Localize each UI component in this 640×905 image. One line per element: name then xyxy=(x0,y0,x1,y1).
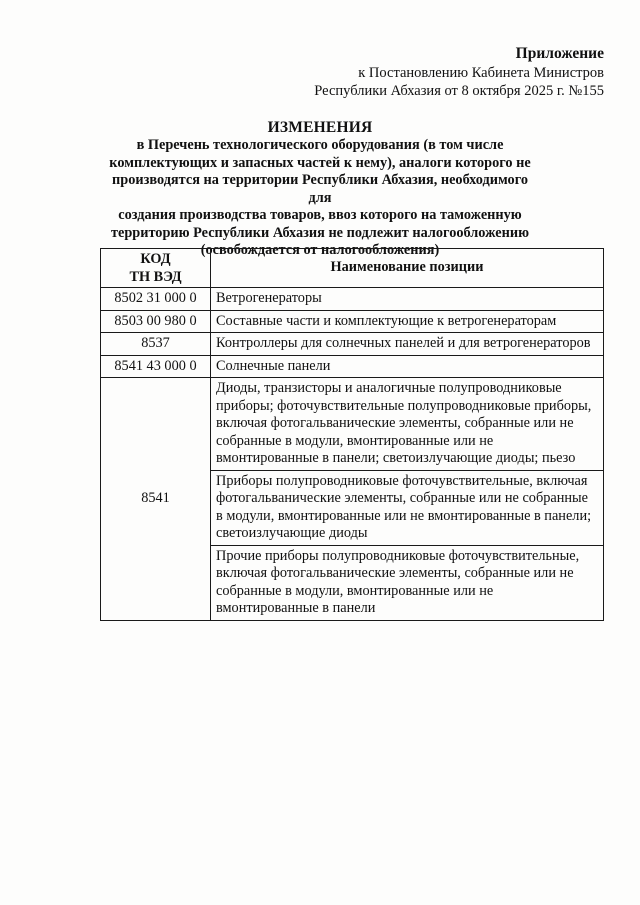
row-name: Контроллеры для солнечных панелей и для ветрогенераторов xyxy=(211,333,604,356)
group-item-line: собранные в модули, вмонтированные или не xyxy=(216,582,494,599)
group-item-line: вмонтированные в панели; светоизлучающие диоды; пьезо xyxy=(216,450,576,466)
header-code xyxy=(101,249,211,288)
table-row xyxy=(101,333,604,356)
group-item-line: светоизлучающие диоды xyxy=(216,525,368,541)
group-item-line: приборы; фоточувствительные полупроводниковые приборы, xyxy=(216,397,592,414)
row-name: Солнечные панели xyxy=(211,355,604,378)
group-item-name xyxy=(211,545,604,620)
row-name: Составные части и комплектующие к ветрогенераторам xyxy=(211,310,604,333)
group-item-line: включая фотогальванические элементы, собранные или не xyxy=(216,565,574,581)
table-row xyxy=(101,355,604,378)
group-item-name xyxy=(211,378,604,471)
header-code-line-1: КОД xyxy=(140,251,171,267)
header-name: Наименование позиции xyxy=(211,249,604,288)
group-item-line: собранные в модули, вмонтированные или не xyxy=(216,432,494,449)
heading-title: ИЗМЕНЕНИЯ xyxy=(267,119,373,136)
appendix-line-2: Республики Абхазия от 8 октября 2025 г. №155 xyxy=(314,83,604,99)
group-code: 8541 xyxy=(101,378,211,621)
row-code: 8537 xyxy=(101,333,211,356)
appendix-line-1: к Постановлению Кабинета Министров xyxy=(358,65,604,81)
table-row xyxy=(101,288,604,311)
row-name: Ветрогенераторы xyxy=(211,288,604,311)
group-item-line: включая фотогальванические элементы, собранные или не xyxy=(216,415,574,431)
table-row xyxy=(101,310,604,333)
group-item-line: Прочие приборы полупроводниковые фоточувствительные, xyxy=(216,547,580,564)
group-item-line: Приборы полупроводниковые фоточувствительные, включая xyxy=(216,472,588,489)
group-item-line: фотогальванические элементы, собранные или не собранные xyxy=(216,490,588,506)
row-code: 8503 00 980 0 xyxy=(101,310,211,333)
group-item-line: Диоды, транзисторы и аналогичные полупроводниковые xyxy=(216,380,562,396)
appendix-title: Приложение xyxy=(515,45,604,62)
row-code: 8502 31 000 0 xyxy=(101,288,211,311)
table-row xyxy=(101,378,604,471)
appendix-block xyxy=(314,44,604,100)
document-heading xyxy=(100,118,540,260)
heading-line-4: создания производства товаров, ввоз которого на таможенную xyxy=(118,207,522,223)
codes-table xyxy=(100,248,604,621)
heading-line-5: территорию Республики Абхазия не подлежит налогообложению xyxy=(110,224,530,241)
row-code: 8541 43 000 0 xyxy=(101,355,211,378)
group-item-line: вмонтированные в панели xyxy=(216,600,376,616)
heading-line-6: (освобождается от налогообложения) xyxy=(200,242,440,258)
group-item-name xyxy=(211,470,604,545)
table-header-row xyxy=(101,249,604,288)
heading-line-1: в Перечень технологического оборудования (в том числе xyxy=(136,137,504,153)
heading-line-3: производятся на территории Республики Абхазия, необходимого для xyxy=(112,172,528,206)
heading-line-2: комплектующих и запасных частей к нему), аналоги которого не xyxy=(109,154,531,171)
group-item-line: в модули, вмонтированные или не вмонтированные в панели; xyxy=(216,507,592,524)
header-code-line-2: ТН ВЭД xyxy=(129,269,182,285)
